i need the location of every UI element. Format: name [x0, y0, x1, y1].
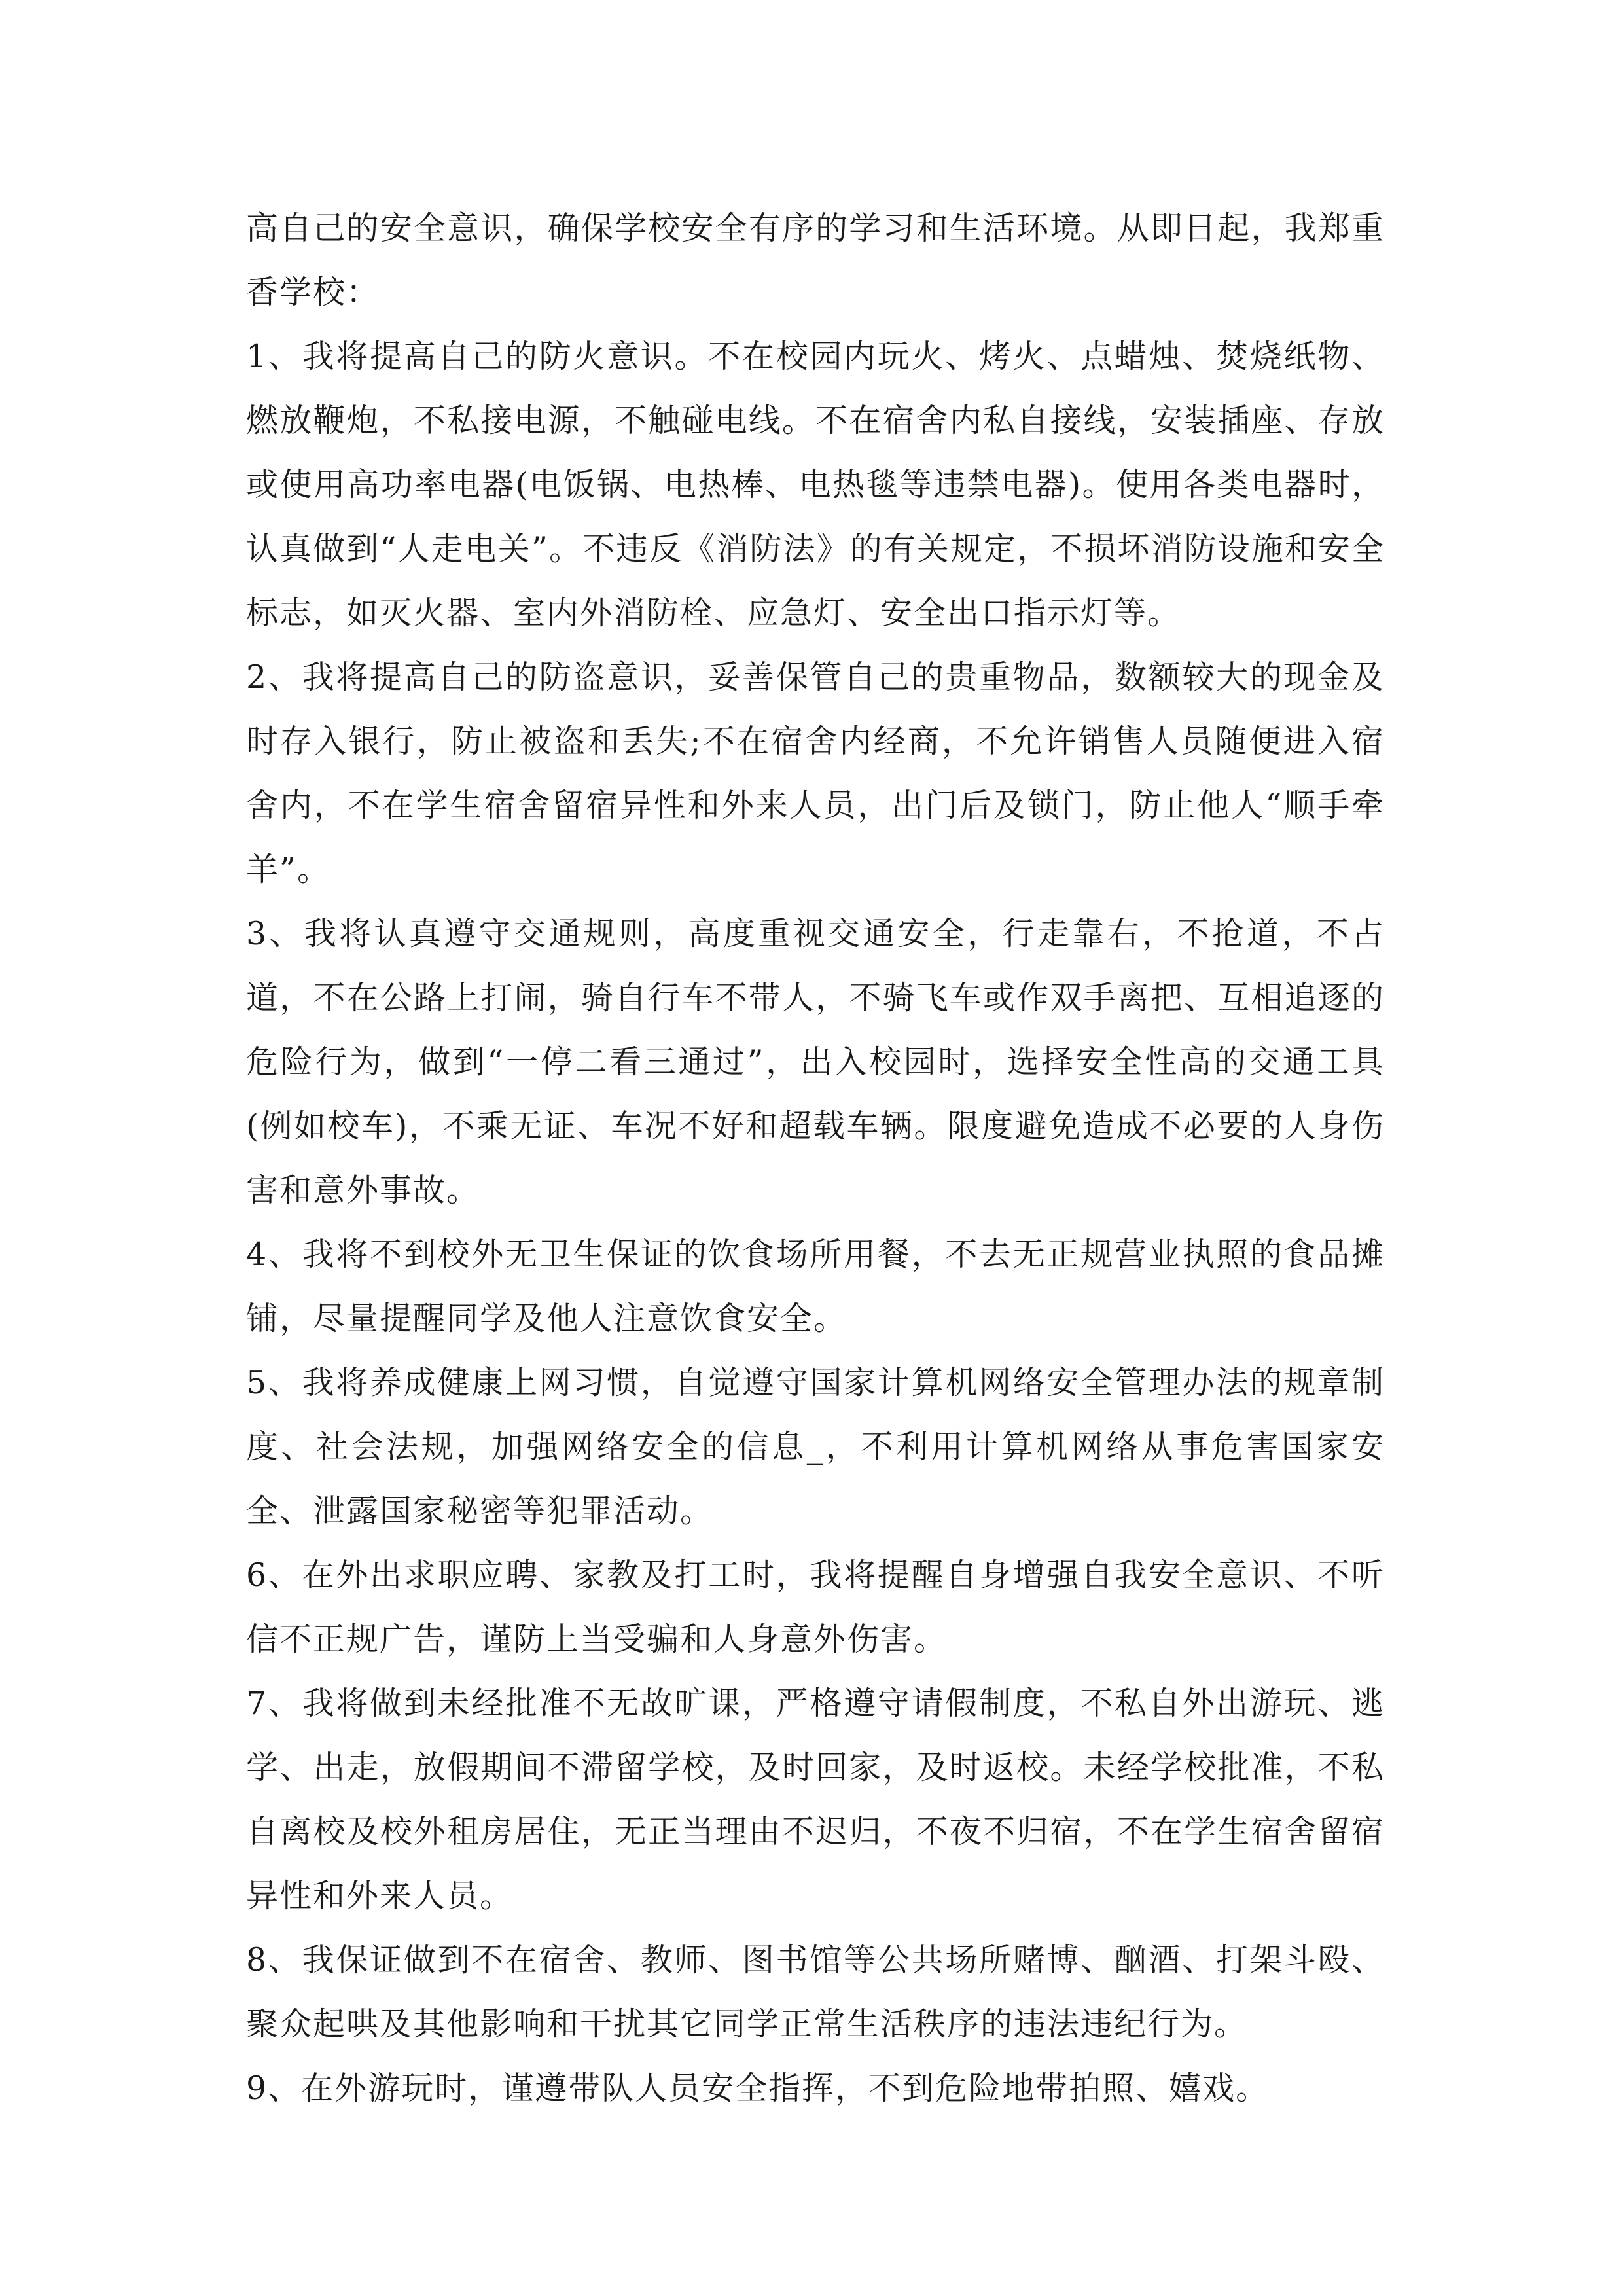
paragraph-item-5: 5、我将养成健康上网习惯，自觉遵守国家计算机网络安全管理办法的规章制度、社会法规，加强网络安全的信息_，不利用计算机网络从事危害国家安全、泄露国家秘密等犯罪活动。	[246, 1364, 1385, 1530]
paragraph-item-7: 7、我将做到未经批准不无故旷课，严格遵守请假制度，不私自外出游玩、逃学、出走，放假期间不滞留学校，及时回家，及时返校。未经学校批准，不私自离校及校外租房居住，无正当理由不迟归，不夜不归宿，不在学生宿舍留宿异性和外来人员。	[246, 1685, 1385, 1914]
paragraph-item-4: 4、我将不到校外无卫生保证的饮食场所用餐，不去无正规营业执照的食品摊铺，尽量提醒同学及他人注意饮食安全。	[246, 1236, 1385, 1337]
paragraph-intro: 高自己的安全意识，确保学校安全有序的学习和生活环境。从即日起，我郑重香学校：	[246, 209, 1385, 311]
paragraph-item-1: 1、我将提高自己的防火意识。不在校园内玩火、烤火、点蜡烛、焚烧纸物、燃放鞭炮，不私接电源，不触碰电线。不在宿舍内私自接线，安装插座、存放或使用高功率电器(电饭锅、电热棒、电热毯等违禁电器)。使用各类电器时，认真做到“人走电关”。不违反《消防法》的有关规定，不损坏消防设施和安全标志，如灭火器、室内外消防栓、应急灯、安全出口指示灯等。	[246, 338, 1385, 632]
paragraph-item-3: 3、我将认真遵守交通规则，高度重视交通安全，行走靠右，不抢道，不占道，不在公路上打闹，骑自行车不带人，不骑飞车或作双手离把、互相追逐的危险行为，做到“一停二看三通过”，出入校园时，选择安全性高的交通工具(例如校车)，不乘无证、车况不好和超载车辆。限度避免造成不必要的人身伤害和意外事故。	[246, 915, 1385, 1209]
document-body	[246, 196, 1385, 2121]
paragraph-item-2: 2、我将提高自己的防盗意识，妥善保管自己的贵重物品，数额较大的现金及时存入银行，防止被盗和丢失;不在宿舍内经商，不允许销售人员随便进入宿舍内，不在学生宿舍留宿异性和外来人员，出门后及锁门，防止他人“顺手牵羊”。	[246, 658, 1385, 888]
paragraph-item-8: 8、我保证做到不在宿舍、教师、图书馆等公共场所赌博、酗酒、打架斗殴、聚众起哄及其他影响和干扰其它同学正常生活秩序的违法违纪行为。	[246, 1941, 1385, 2043]
paragraph-item-9: 9、在外游玩时，谨遵带队人员安全指挥，不到危险地带拍照、嬉戏。	[246, 2070, 1270, 2107]
paragraph-item-6: 6、在外出求职应聘、家教及打工时，我将提醒自身增强自我安全意识、不听信不正规广告，谨防上当受骗和人身意外伤害。	[246, 1556, 1385, 1658]
